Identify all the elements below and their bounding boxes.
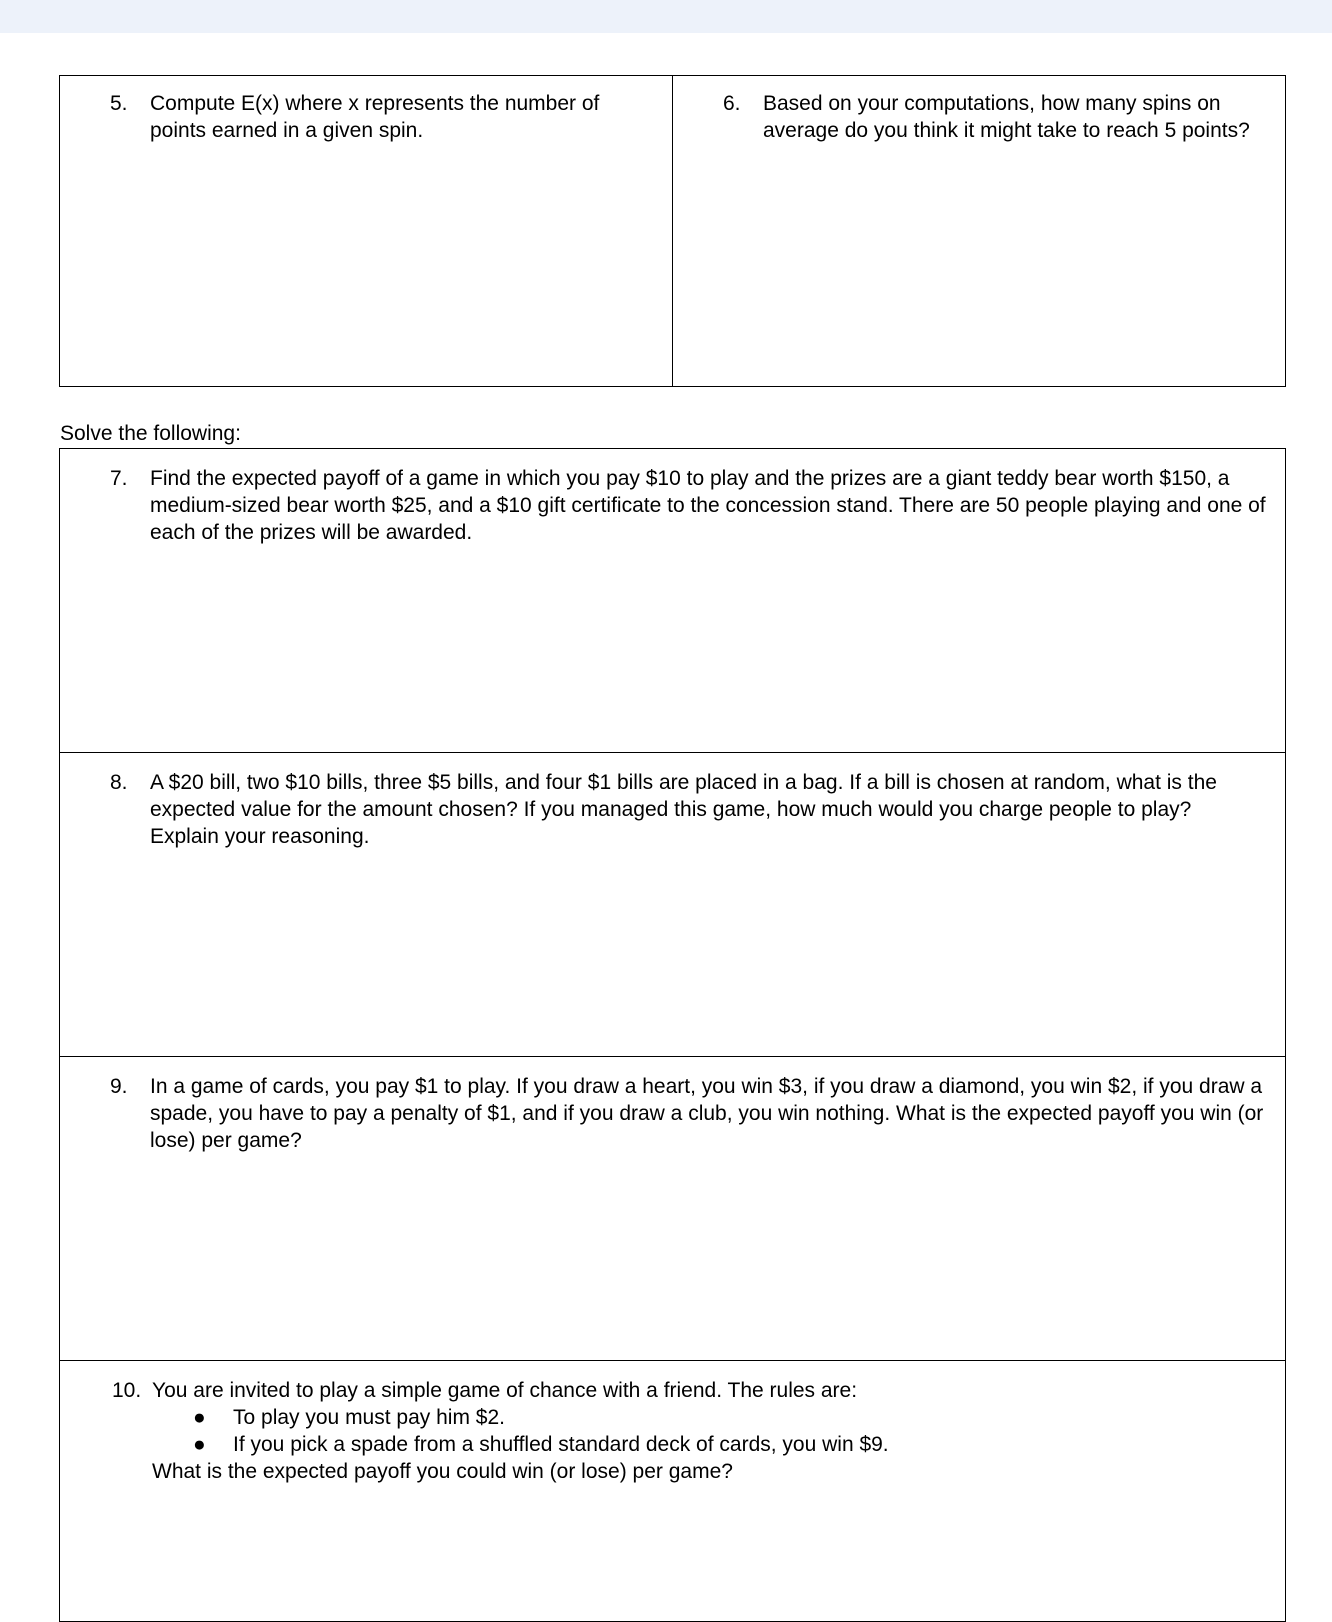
question-6-number: 6. (723, 92, 741, 115)
question-6-text: Based on your computations, how many spins on average do you think it might take to reach 5 points? (763, 92, 1250, 142)
question-9 (110, 1073, 1265, 1154)
q10-answer-cell[interactable] (60, 1361, 1286, 1622)
question-6 (723, 90, 1265, 144)
question-5-number: 5. (110, 92, 128, 115)
question-10-rule-item (152, 1404, 1265, 1431)
bullet-icon: ● (193, 1406, 206, 1429)
question-10-intro: You are invited to play a simple game of chance with a friend. The rules are: (152, 1379, 858, 1402)
question-7-text: Find the expected payoff of a game in which you pay $10 to play and the prizes are a giant teddy bear worth $150, a medium-sized bear worth $25, and a $10 gift certificate to the concession stand. There are 50 people playing and one of each of the prizes will be awarded. (150, 467, 1266, 544)
question-10 (112, 1377, 1265, 1485)
q7-answer-cell[interactable] (60, 449, 1286, 753)
q6-answer-cell[interactable] (673, 76, 1286, 387)
question-10-rules-list (152, 1404, 1265, 1458)
question-10-question: What is the expected payoff you could win (or lose) per game? (152, 1460, 733, 1483)
top-toolbar-strip (0, 0, 1332, 33)
question-10-rule-text: If you pick a spade from a shuffled standard deck of cards, you win $9. (233, 1433, 889, 1456)
bullet-icon: ● (193, 1433, 206, 1456)
question-8-number: 8. (110, 771, 128, 794)
questions-7-10-table (59, 448, 1286, 1622)
question-7 (110, 465, 1277, 546)
question-7-number: 7. (110, 467, 128, 490)
questions-5-6-table (59, 75, 1286, 387)
question-5 (110, 90, 642, 144)
question-8-text: A $20 bill, two $10 bills, three $5 bills, and four $1 bills are placed in a bag. If a bill is chosen at random, what is the expected value for the amount chosen? If you managed this game, how much would you charge people to play? Explain your reasoning. (150, 771, 1217, 848)
q9-answer-cell[interactable] (60, 1057, 1286, 1361)
question-8 (110, 769, 1255, 850)
q8-answer-cell[interactable] (60, 753, 1286, 1057)
question-10-rule-item (152, 1431, 1265, 1458)
question-5-text: Compute E(x) where x represents the number of points earned in a given spin. (150, 92, 600, 142)
question-10-rule-text: To play you must pay him $2. (233, 1406, 505, 1429)
question-10-number: 10. (112, 1379, 142, 1402)
q5-answer-cell[interactable] (60, 76, 673, 387)
question-9-text: In a game of cards, you pay $1 to play. If you draw a heart, you win $3, if you draw a diamond, you win $2, if you draw a spade, you have to pay a penalty of $1, and if you draw a club, you win nothing. What is the expected payoff you win (or lose) per game? (150, 1075, 1264, 1152)
solve-heading: Solve the following: (60, 422, 241, 445)
question-9-number: 9. (110, 1075, 128, 1098)
